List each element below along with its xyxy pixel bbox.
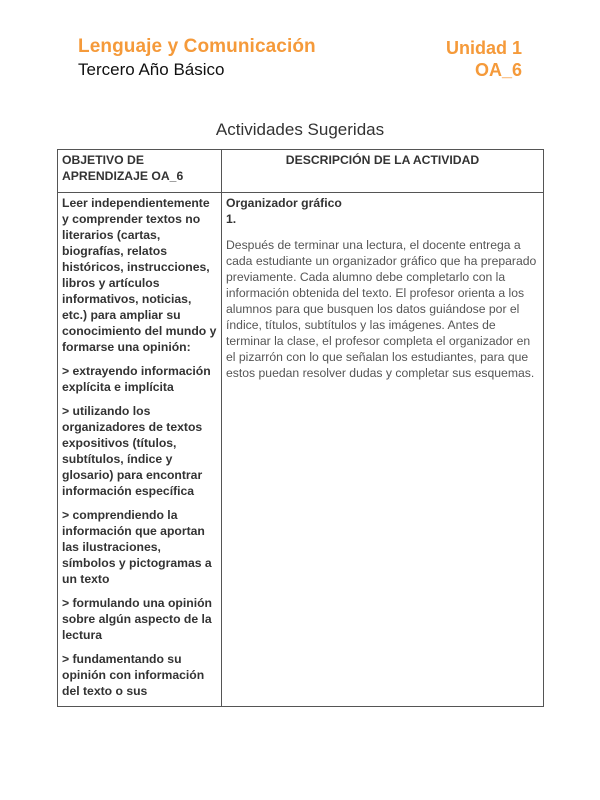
- objective-intro: Leer independientemente y comprender textos no literarios (cartas, biografías, relatos históricos, instrucciones, libros y artículos informativos, noticias, etc.) para ampliar su conocimiento del mundo y formarse una opinión:: [62, 196, 217, 354]
- grade-subtitle: Tercero Año Básico: [78, 60, 225, 79]
- unit-label: Unidad 1: [445, 38, 522, 58]
- subject-title: Lenguaje y Comunicación: [78, 36, 316, 57]
- table-row: [58, 193, 544, 707]
- objective-header: OBJETIVO DE APRENDIZAJE OA_6: [58, 150, 222, 193]
- description-header: DESCRIPCIÓN DE LA ACTIVIDAD: [222, 150, 544, 193]
- description-cell: [222, 193, 544, 707]
- activities-table: [57, 149, 544, 707]
- table-header-row: [58, 150, 544, 193]
- objective-code: OA_6: [474, 60, 522, 80]
- objective-item: > comprendiendo la información que aportan las ilustraciones, símbolos y pictogramas a un texto: [62, 508, 212, 586]
- activity-number: 1.: [226, 212, 237, 226]
- objective-cell: [58, 193, 222, 707]
- activity-body: Después de terminar una lectura, el docente entrega a cada estudiante un organizador gráfico que ha preparado previamente. Cada alumno debe completarlo con la información obtenida del texto. El profesor orienta a los alumnos para que busquen los datos guiándose por el índice, títulos, subtítulos y las imágenes. Antes de terminar la clase, el profesor completa el organizador en el pizarrón con lo que señalan los estudiantes, para que estos puedan resolver dudas y completar sus esquemas.: [226, 238, 537, 380]
- activity-title: Organizador gráfico: [226, 196, 342, 210]
- objective-item: > formulando una opinión sobre algún aspecto de la lectura: [62, 596, 212, 642]
- objective-item: > fundamentando su opinión con información del texto o sus: [62, 652, 205, 698]
- section-title: Actividades Sugeridas: [215, 120, 385, 139]
- objective-item: > utilizando los organizadores de textos expositivos (títulos, subtítulos, índice y glosario) para encontrar información específica: [62, 404, 203, 498]
- objective-item: > extrayendo información explícita e implícita: [62, 364, 211, 394]
